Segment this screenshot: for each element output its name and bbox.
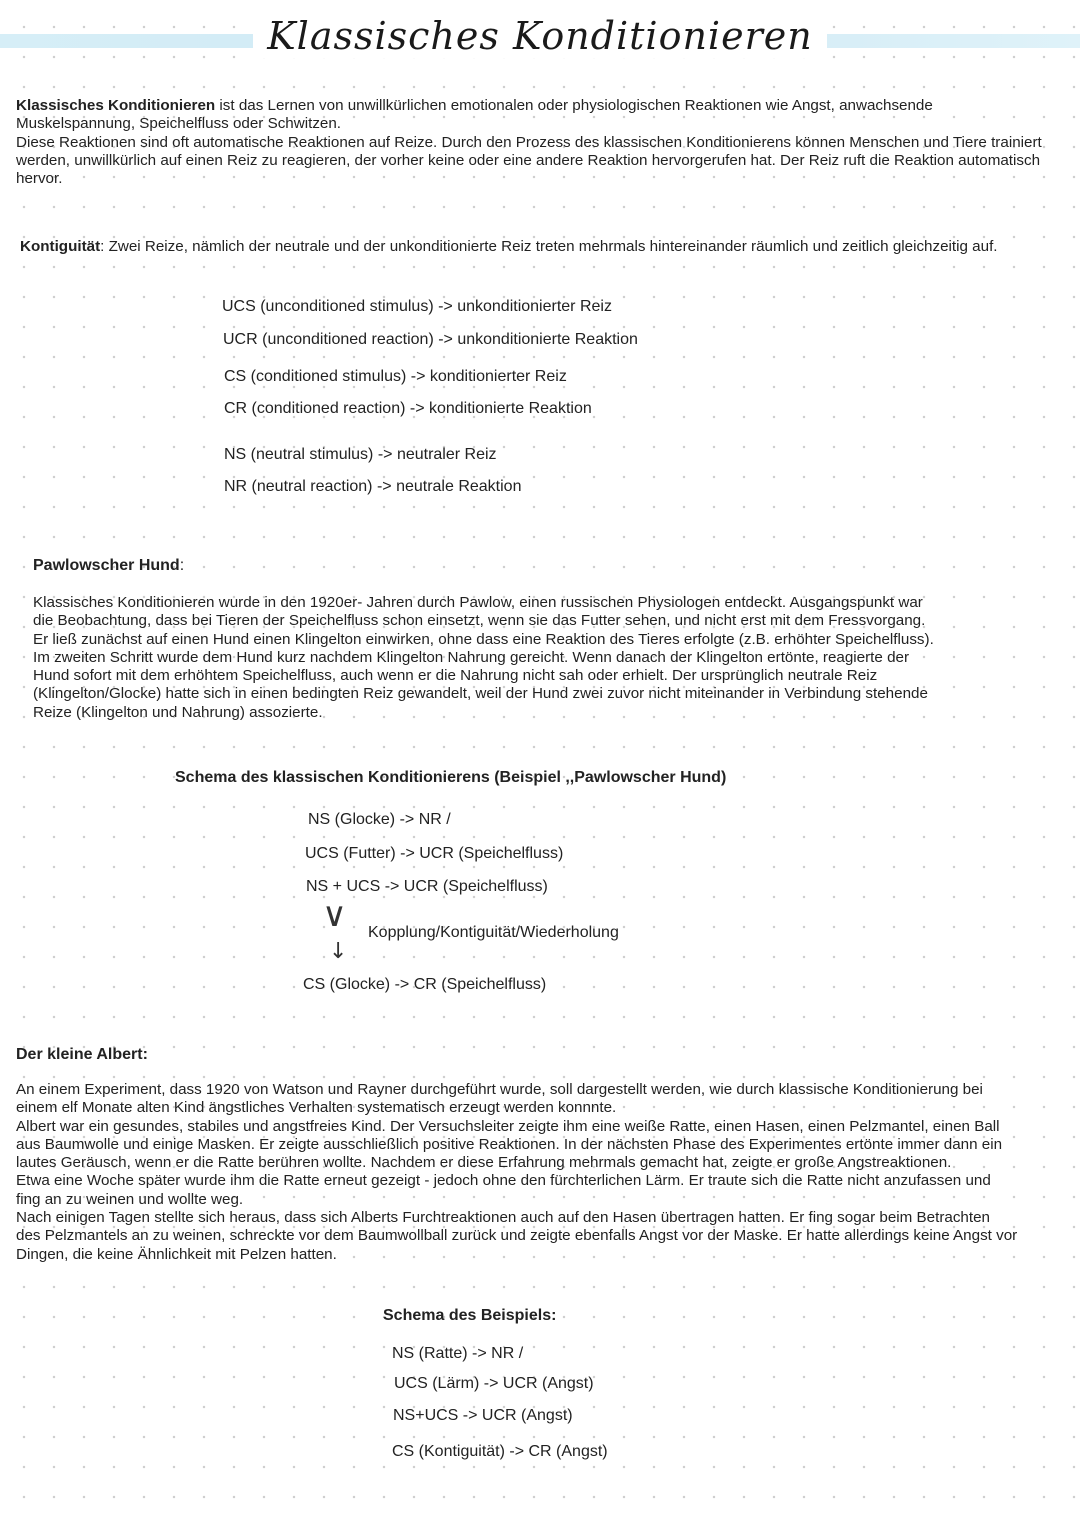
- schema1-kopplung-label: Kopplung/Kontiguität/Wiederholung: [368, 924, 619, 941]
- albert-line: lautes Geräusch, wenn er die Ratte berühren wollte. Nachdem er diese Erfahrung mehrmals gemacht hat, zeigte er große Angstreaktionen.: [16, 1154, 952, 1172]
- definition-cs: CS (conditioned stimulus) -> konditionierter Reiz: [224, 368, 567, 385]
- schema2-step-4: CS (Kontiguität) -> CR (Angst): [392, 1443, 608, 1460]
- albert-line: Etwa eine Woche später wurde ihm die Ratte erneut gezeigt - jedoch ohne den fürchterlichen Lärm. Er traute sich die Ratte nicht anzufassen und: [16, 1172, 991, 1190]
- intro-paragraph: [16, 97, 1056, 188]
- schema2-step-3: NS+UCS -> UCR (Angst): [393, 1407, 573, 1424]
- checkmark-icon: ∨: [322, 895, 347, 935]
- schema2-step-1: NS (Ratte) -> NR /: [392, 1345, 524, 1362]
- arrow-down-icon: ↓: [329, 939, 348, 964]
- pawlow-line: (Klingelton/Glocke) hatte sich in einen bedingten Reiz gewandelt, weil der Hund zwei zuvor nicht miteinander in Verbindung stehende: [33, 685, 928, 703]
- pawlow-line: die Beobachtung, dass bei Tieren der Speichelfluss schon einsetzt, wenn sie das Futter sehen, und nicht erst mit dem Fressvorgang.: [33, 612, 926, 630]
- albert-line: Nach einigen Tagen stellte sich heraus, dass sich Alberts Furchtreaktionen auch auf den Hasen übertragen hatten. Er fing sogar beim Betrachten: [16, 1209, 990, 1227]
- pawlow-line: Reize (Klingelton und Nahrung) assozierte.: [33, 703, 323, 721]
- kontiguitaet-term: Kontiguität: [20, 238, 101, 255]
- pawlow-line: Im zweiten Schritt wurde dem Hund kurz nachdem Klingelton Nahrung gereicht. Wenn danach der Klingelton ertönte, reagierte der: [33, 648, 910, 666]
- pawlow-line: Hund sofort mit dem erhöhtem Speichelfluss, auch wenn er die Nahrung nicht sah oder erhielt. Der ursprünglich neutrale Reiz: [33, 667, 878, 685]
- pawlow-heading: Pawlowscher Hund:: [33, 557, 185, 574]
- schema2-step-2: UCS (Lärm) -> UCR (Angst): [394, 1375, 594, 1392]
- schema1-heading: Schema des klassischen Konditionierens (Beispiel ,,Pawlowscher Hund): [175, 769, 727, 786]
- schema2-heading: Schema des Beispiels:: [383, 1307, 557, 1324]
- schema1-step-3: NS + UCS -> UCR (Speichelfluss): [306, 878, 548, 895]
- albert-heading: Der kleine Albert:: [16, 1046, 148, 1063]
- kontiguitaet-text: : Zwei Reize, nämlich der neutrale und der unkonditionierte Reiz treten mehrmals hintereinander räumlich und zeitlich gleichzeitig auf.: [100, 238, 998, 255]
- albert-line: fing an zu weinen und wollte weg.: [16, 1190, 244, 1208]
- albert-paragraph: [16, 1081, 1071, 1264]
- albert-line: einem elf Monate alten Kind ängstliches Verhalten systematisch erzeugt werden konnnte.: [16, 1099, 617, 1117]
- pawlow-line: Er ließ zunächst auf einen Hund einen Klingelton einwirken, ohne dass eine Reaktion des Tieres erfolgte (z.B. erhöhter Speichelfluss).: [33, 630, 934, 648]
- albert-line: des Pelzmantels an zu weinen, schreckte vor dem Baumwollball zurück und zeigte ebenfalls Angst vor der Maske. Er hatte allerdings keine Angst vor: [16, 1227, 1018, 1245]
- page-title: Klassisches Konditionieren: [0, 14, 1080, 58]
- schema1-step-2: UCS (Futter) -> UCR (Speichelfluss): [305, 845, 564, 862]
- albert-line: aus Baumwolle und einige Masken. Er zeigte ausschließlich positive Reaktionen. In der nächsten Phase des Experimentes ertönte immer dann ein: [16, 1135, 1003, 1153]
- schema1-result: CS (Glocke) -> CR (Speichelfluss): [303, 976, 547, 993]
- albert-line: Dingen, die keine Ähnlichkeit mit Pelzen hatten.: [16, 1245, 337, 1263]
- pawlow-paragraph: [33, 594, 1073, 722]
- intro-text-2: Diese Reaktionen sind oft automatische Reaktionen auf Reize. Durch den Prozess des klassischen Konditionierens können Menschen und Tiere trainiert werden, unwillkürlich auf einen Reiz zu reagieren, der vorher keine oder eine andere Reaktion hervorgerufen hat. Der Reiz ruft die Reaktion automatisch hervor.: [16, 133, 1042, 188]
- intro-text-1: ist das Lernen von unwillkürlichen emotionalen oder physiologischen Reaktionen wie Angst, anwachsende Muskelspannung, Speichelfluss oder Schwitzen.: [16, 97, 933, 133]
- pawlow-line: Klassisches Konditionieren wurde in den 1920er- Jahren durch Pawlow, einen russischen Physiologen entdeckt. Ausgangspunkt war: [33, 594, 923, 611]
- albert-line: An einem Experiment, dass 1920 von Watson und Rayner durchgeführt wurde, soll dargestellt werden, wie durch klassische Konditionierung bei: [16, 1081, 983, 1098]
- definition-cr: CR (conditioned reaction) -> konditionierte Reaktion: [224, 400, 592, 417]
- schema1-step-1: NS (Glocke) -> NR /: [308, 811, 451, 828]
- intro-term: Klassisches Konditionieren: [16, 97, 216, 114]
- kontiguitaet-definition: [20, 238, 1070, 256]
- albert-line: Albert war ein gesundes, stabiles und angstfreies Kind. Der Versuchsleiter zeigte ihm eine weiße Ratte, einen Hasen, einen Pelzmantel, einen Ball: [16, 1117, 1000, 1135]
- definition-ns: NS (neutral stimulus) -> neutraler Reiz: [224, 446, 497, 463]
- definition-nr: NR (neutral reaction) -> neutrale Reaktion: [224, 478, 522, 495]
- definition-ucr: UCR (unconditioned reaction) -> unkonditionierte Reaktion: [223, 331, 638, 348]
- definition-ucs: UCS (unconditioned stimulus) -> unkonditionierter Reiz: [222, 298, 612, 315]
